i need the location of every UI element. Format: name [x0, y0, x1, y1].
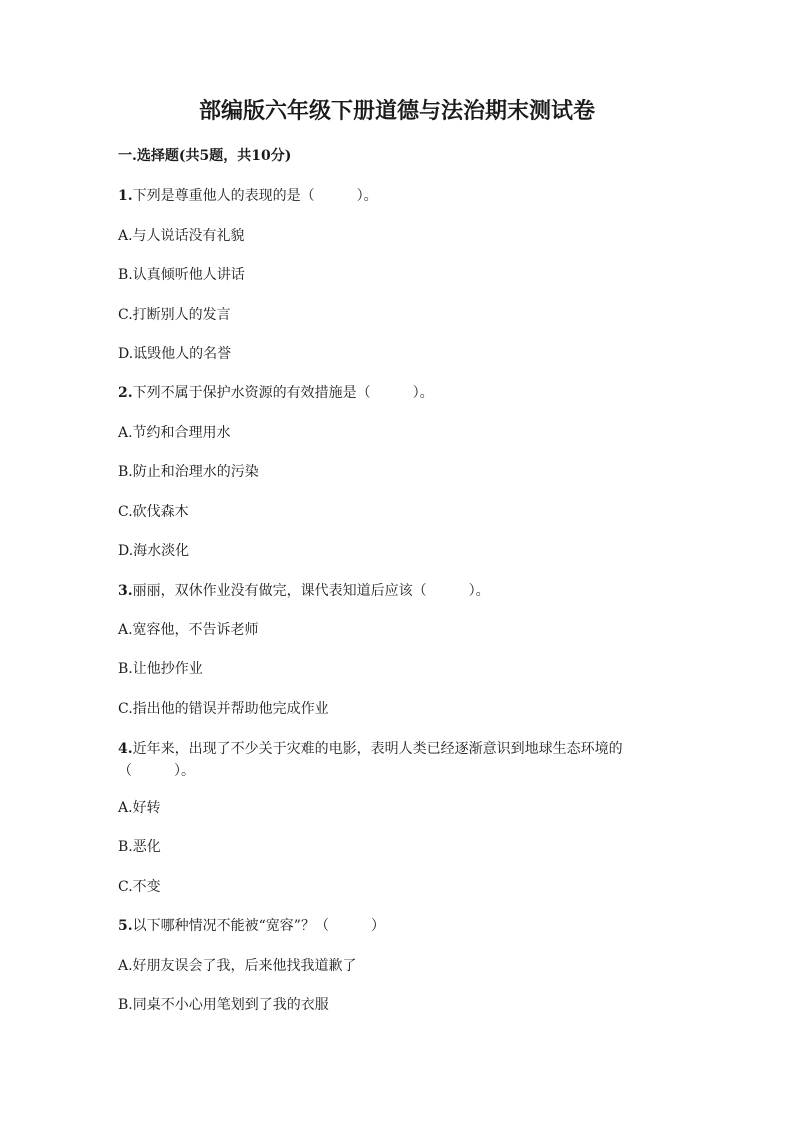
option-2b: B.防止和治理水的污染 — [118, 464, 259, 480]
question-number: 3. — [118, 583, 133, 599]
option-3b: B.让他抄作业 — [118, 661, 203, 677]
option-1a: A.与人说话没有礼貌 — [118, 228, 245, 244]
option-2d: D.海水淡化 — [118, 543, 190, 559]
question-text: 丽丽，双休作业没有做完，课代表知道后应该（ ）。 — [132, 583, 490, 599]
question-text: 以下哪种情况不能被“宽容”？（ ） — [132, 918, 385, 934]
question-text: 近年来，出现了不少关于灾难的电影，表明人类已经逐渐意识到地球生态环境的（ ）。 — [118, 741, 623, 779]
option-4c: C.不变 — [118, 879, 161, 895]
option-5b: B.同桌不小心用笔划到了我的衣服 — [118, 997, 329, 1013]
question-3 — [118, 580, 678, 602]
question-number: 5. — [118, 918, 133, 934]
question-5 — [118, 915, 678, 937]
option-4b: B.恶化 — [118, 839, 161, 855]
option-1c: C.打断别人的发言 — [118, 307, 231, 323]
question-number: 2. — [118, 385, 133, 401]
question-text: 下列不属于保护水资源的有效措施是（ ）。 — [132, 385, 434, 401]
question-text: 下列是尊重他人的表现的是（ ）。 — [132, 188, 378, 204]
section-heading: 一.选择题(共5题，共10分) — [118, 148, 292, 164]
question-number: 4. — [118, 741, 133, 757]
page-title: 部编版六年级下册道德与法治期末测试卷 — [198, 98, 595, 124]
option-2a: A.节约和合理用水 — [118, 425, 231, 441]
option-4a: A.好转 — [118, 800, 161, 816]
option-1d: D.诋毁他人的名誉 — [118, 346, 232, 362]
option-5a: A.好朋友误会了我，后来他找我道歉了 — [118, 958, 357, 974]
question-number: 1. — [118, 188, 133, 204]
option-1b: B.认真倾听他人讲话 — [118, 267, 245, 283]
question-4 — [118, 738, 666, 782]
option-3a: A.宽容他，不告诉老师 — [118, 622, 259, 638]
question-1 — [118, 185, 678, 207]
option-3c: C.指出他的错误并帮助他完成作业 — [118, 701, 329, 717]
option-2c: C.砍伐森木 — [118, 504, 189, 520]
question-2 — [118, 382, 678, 404]
